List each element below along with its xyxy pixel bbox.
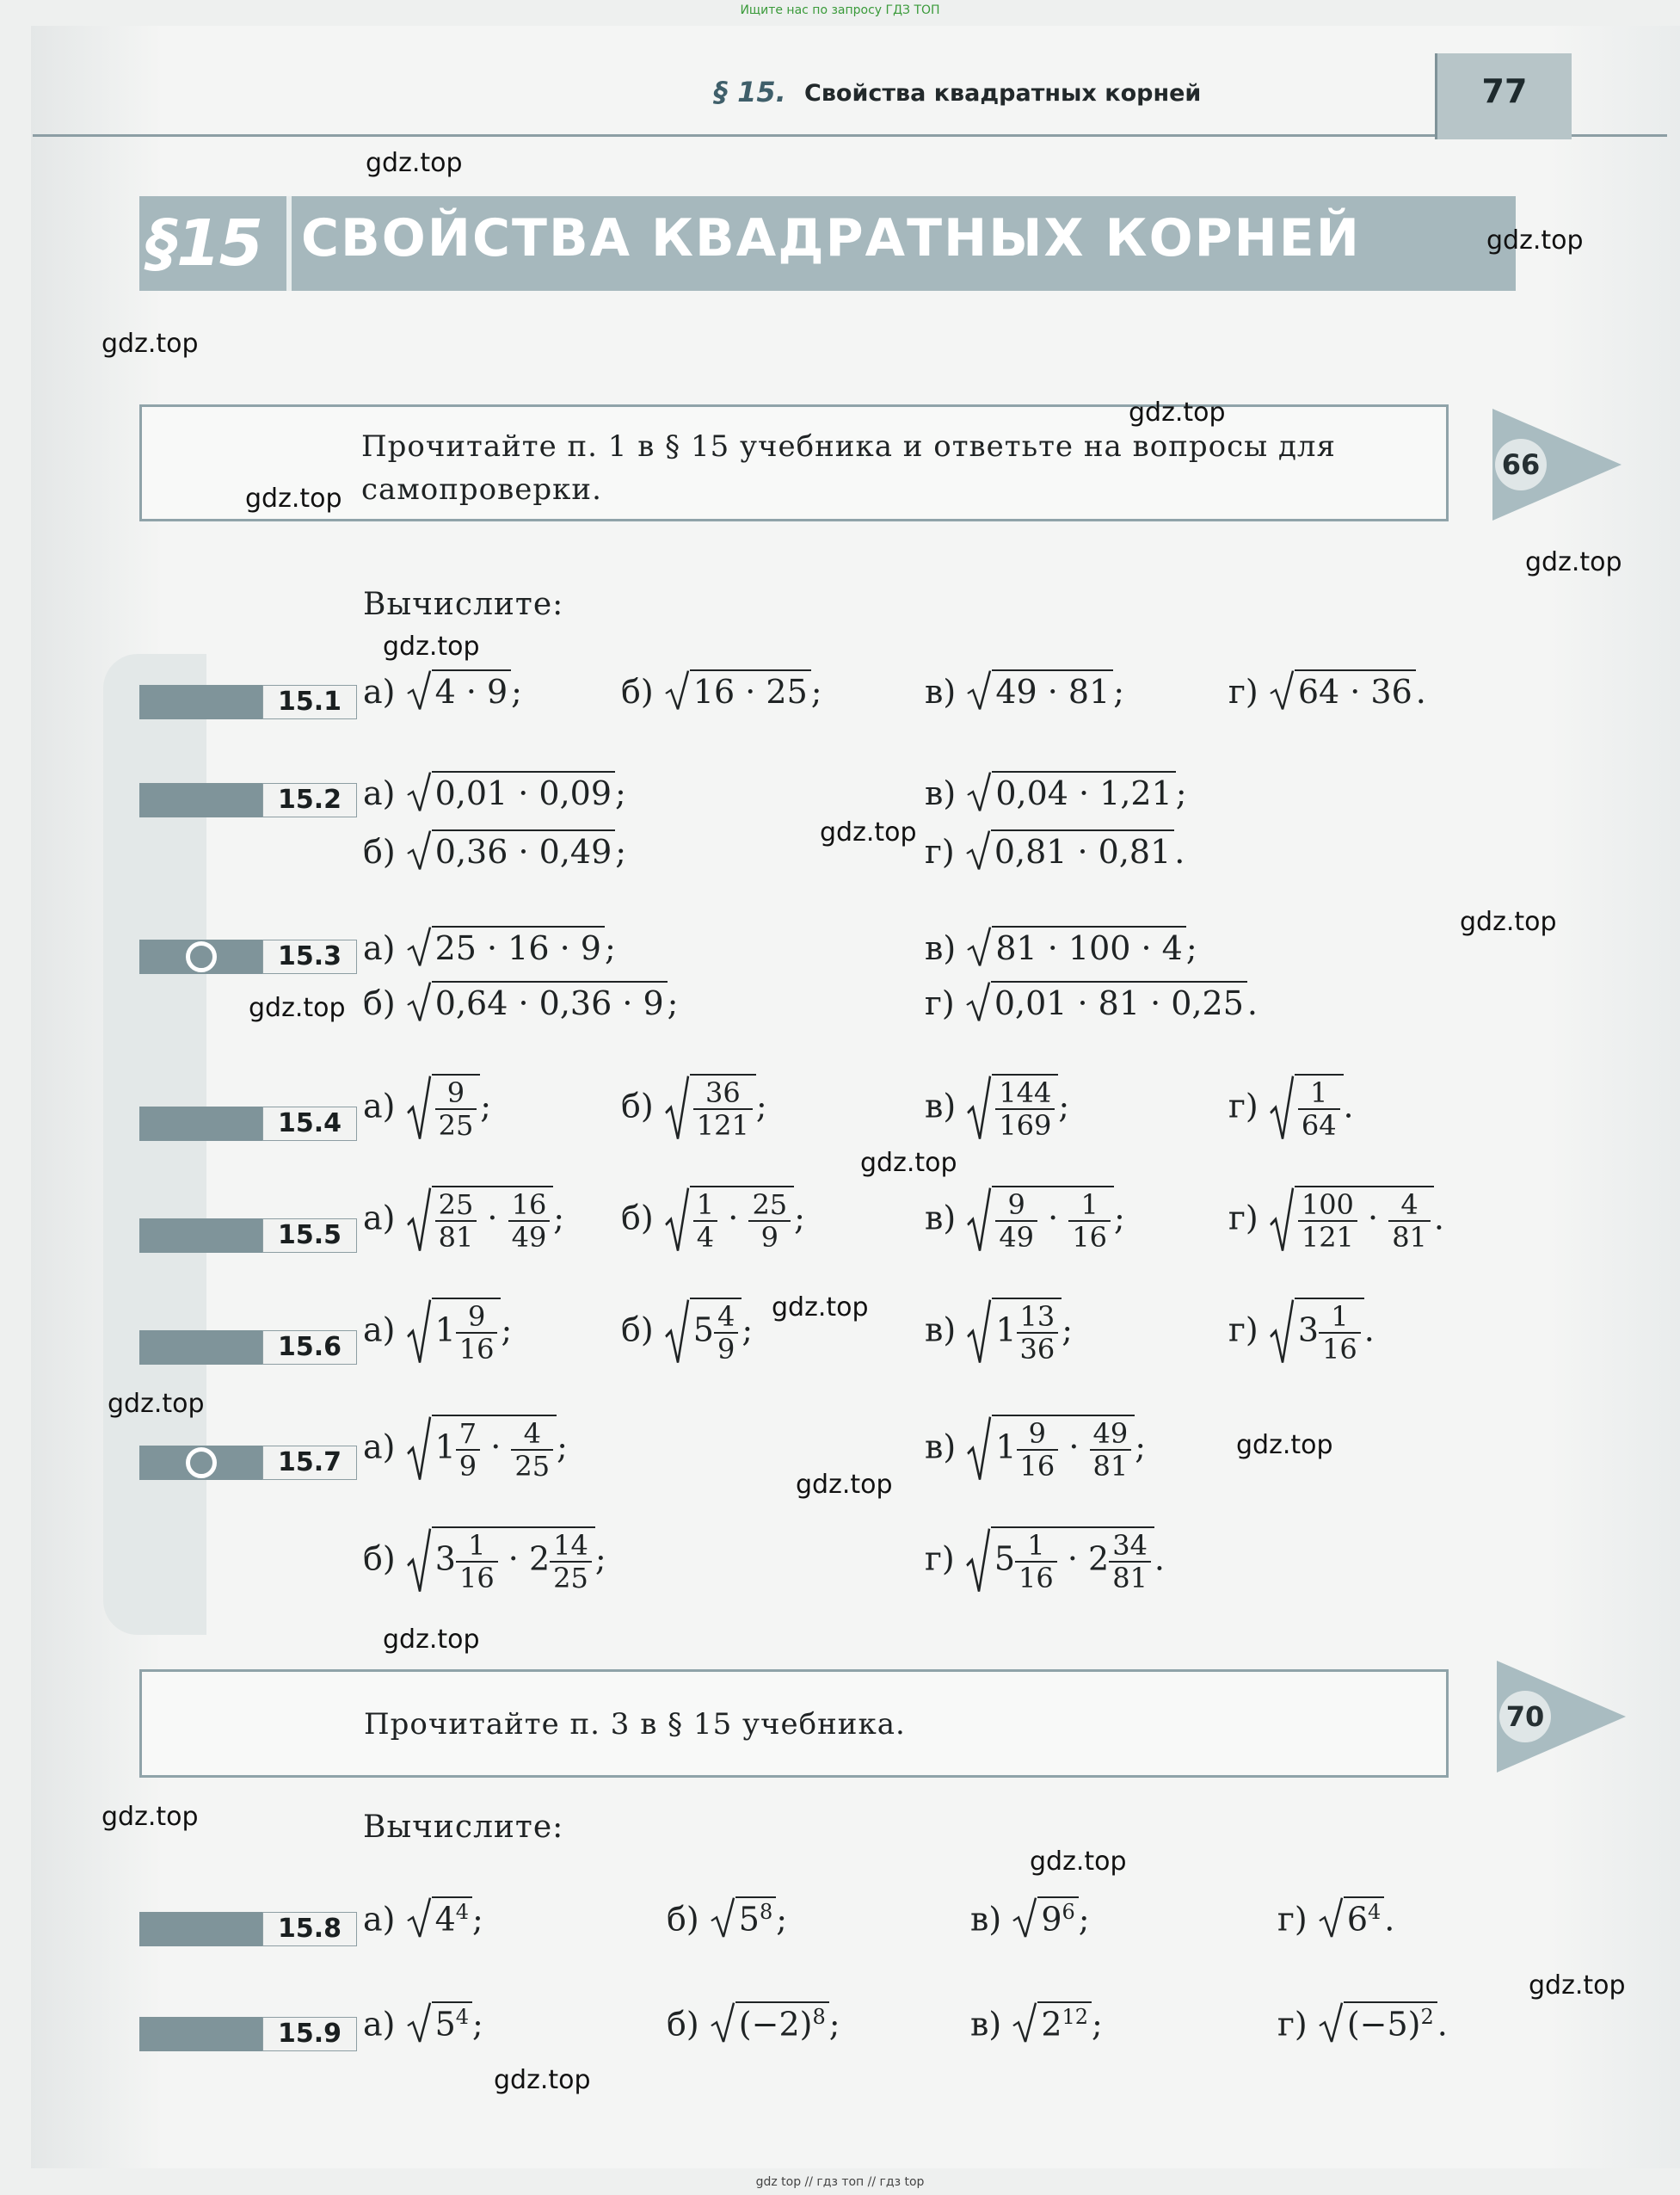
sqrt-expression: 16 · 25 — [664, 669, 811, 711]
exercise-15-2-b: б) 0,36 · 0,49 ; — [363, 829, 626, 871]
watermark: gdz.top — [860, 1148, 957, 1178]
reference-page-number: 70 — [1499, 1691, 1551, 1742]
textbook-reference-badge-66 — [1492, 409, 1596, 521]
watermark: gdz.top — [102, 1802, 199, 1832]
reference-page-number: 66 — [1495, 439, 1547, 490]
exercise-15-5-v: в) $\frac{9}{49}$ · $\frac{1}{16}$ ; — [925, 1186, 1125, 1253]
compute-label-1: Вычислите: — [363, 587, 564, 622]
watermark: gdz.top — [108, 1389, 205, 1419]
read-instruction-1-line2: самопроверки. — [361, 472, 602, 507]
exercise-15-4-g: г) $\frac{1}{64}$ . — [1228, 1074, 1354, 1141]
exercise-15-3-g: г) 0,01 · 81 · 0,25 . — [925, 981, 1258, 1022]
watermark: gdz.top — [820, 817, 917, 848]
exercise-15-9-v: в) $2^{12}$ ; — [970, 2001, 1103, 2044]
watermark: gdz.top — [245, 484, 342, 514]
exercise-15-1-g: г) 64 · 36 . — [1228, 669, 1426, 711]
exercise-15-2-v: в) 0,04 · 1,21 ; — [925, 771, 1187, 812]
difficulty-circle-icon — [186, 1447, 217, 1478]
exercise-15-5-a: а) $\frac{25}{81}$ · $\frac{16}{49}$ ; — [363, 1186, 564, 1253]
exercise-15-4-b: б) $\frac{36}{121}$ ; — [621, 1074, 767, 1141]
section-title: СВОЙСТВА КВАДРАТНЫХ КОРНЕЙ — [301, 208, 1361, 268]
exercise-15-6-v: в) 1 $\frac{13}{36}$ ; — [925, 1298, 1073, 1365]
exercise-15-3-b: б) 0,64 · 0,36 · 9 ; — [363, 981, 678, 1022]
exercise-15-4-v: в) $\frac{144}{169}$ ; — [925, 1074, 1069, 1141]
read-instruction-2-text: Прочитайте п. 3 в § 15 учебника. — [364, 1707, 906, 1742]
exercise-15-7-g: г) 5 $\frac{1}{16}$ · 2 $\frac{34}{81}$ . — [925, 1526, 1165, 1594]
exercise-15-6-b: б) 5 $\frac{4}{9}$ ; — [621, 1298, 753, 1365]
watermark: gdz.top — [1236, 1430, 1333, 1460]
textbook-reference-badge-70 — [1497, 1661, 1600, 1773]
exercise-15-3-v: в) 81 · 100 · 4 ; — [925, 926, 1197, 967]
exercise-number-15-8: 15.8 — [262, 1912, 357, 1946]
watermark: gdz.top — [1529, 1970, 1626, 2001]
exercise-15-3-a: а) 25 · 16 · 9 ; — [363, 926, 616, 967]
exercise-15-2-g: г) 0,81 · 0,81 . — [925, 829, 1185, 871]
watermark: gdz.top — [102, 329, 199, 359]
top-note: Ищите нас по запросу ГДЗ ТОП — [740, 3, 940, 17]
exercise-number-15-5: 15.5 — [262, 1218, 357, 1253]
exercise-15-1-b: б) 16 · 25 ; — [621, 669, 822, 711]
exercise-15-9-a: а) $5^4$ ; — [363, 2001, 483, 2044]
exercise-15-6-g: г) 3 $\frac{1}{16}$ . — [1228, 1298, 1375, 1365]
watermark: gdz.top — [796, 1470, 893, 1500]
exercise-number-15-3: 15.3 — [262, 940, 357, 974]
exercise-15-6-a: а) 1 $\frac{9}{16}$ ; — [363, 1298, 512, 1365]
watermark: gdz.top — [1030, 1847, 1127, 1877]
sqrt-expression: 49 · 81 — [966, 669, 1113, 711]
watermark: gdz.top — [249, 993, 346, 1023]
exercise-15-7-v: в) 1 $\frac{9}{16}$ · $\frac{49}{81}$ ; — [925, 1415, 1146, 1482]
watermark: gdz.top — [1525, 547, 1622, 577]
exercise-15-5-g: г) $\frac{100}{121}$ · $\frac{4}{81}$ . — [1228, 1186, 1444, 1253]
watermark: gdz.top — [366, 148, 463, 178]
running-header-section: § 15. — [714, 76, 786, 108]
section-number: §15 — [146, 207, 262, 281]
read-instruction-1-line1: Прочитайте п. 1 в § 15 учебника и ответьте на вопросы для — [361, 429, 1336, 464]
watermark: gdz.top — [494, 2065, 591, 2095]
exercise-number-15-7: 15.7 — [262, 1446, 357, 1480]
watermark: gdz.top — [772, 1292, 869, 1323]
page-background — [31, 26, 1680, 2168]
watermark: gdz.top — [1460, 907, 1557, 937]
exercise-15-8-a: а) $4^4$ ; — [363, 1896, 483, 1939]
page-number-box — [1435, 53, 1572, 139]
exercise-15-7-a: а) 1 $\frac{7}{9}$ · $\frac{4}{25}$ ; — [363, 1415, 568, 1482]
section-separator — [286, 196, 292, 291]
read-instruction-box-2 — [139, 1669, 1449, 1778]
watermark: gdz.top — [1486, 225, 1584, 256]
exercise-15-1-v: в) 49 · 81 ; — [925, 669, 1124, 711]
exercise-number-15-2: 15.2 — [262, 783, 357, 817]
exercise-15-9-g: г) $(-5)^2$ . — [1277, 2001, 1448, 2044]
page-number: 77 — [1481, 72, 1528, 110]
running-header-title: Свойства квадратных корней — [804, 80, 1202, 107]
watermark: gdz.top — [1129, 398, 1226, 428]
exercise-15-7-b: б) 3 $\frac{1}{16}$ · 2 $\frac{14}{25}$ ; — [363, 1526, 606, 1594]
sqrt-expression: 64 · 36 — [1269, 669, 1416, 711]
exercise-15-4-a: а) $\frac{9}{25}$ ; — [363, 1074, 491, 1141]
exercise-15-1-a: а) 4 · 9 ; — [363, 669, 522, 711]
exercise-15-9-b: б) $(-2)^8$ ; — [667, 2001, 840, 2044]
exercise-15-5-b: б) $\frac{1}{4}$ · $\frac{25}{9}$ ; — [621, 1186, 805, 1253]
difficulty-circle-icon — [186, 941, 217, 972]
exercise-15-2-a: а) 0,01 · 0,09 ; — [363, 771, 626, 812]
exercise-number-15-1: 15.1 — [262, 685, 357, 719]
sqrt-expression: 4 · 9 — [406, 669, 512, 711]
exercise-number-15-9: 15.9 — [262, 2017, 357, 2051]
watermark: gdz.top — [383, 1625, 480, 1655]
exercise-15-8-g: г) $6^4$ . — [1277, 1896, 1394, 1939]
bottom-note: gdz top // гдз топ // гдз top — [755, 2175, 925, 2189]
item-label: а) — [363, 673, 396, 711]
watermark: gdz.top — [383, 632, 480, 662]
compute-label-2: Вычислите: — [363, 1810, 564, 1845]
exercise-number-15-6: 15.6 — [262, 1330, 357, 1365]
exercise-15-8-v: в) $9^6$ ; — [970, 1896, 1090, 1939]
exercise-15-8-b: б) $5^8$ ; — [667, 1896, 787, 1939]
exercise-number-15-4: 15.4 — [262, 1107, 357, 1141]
